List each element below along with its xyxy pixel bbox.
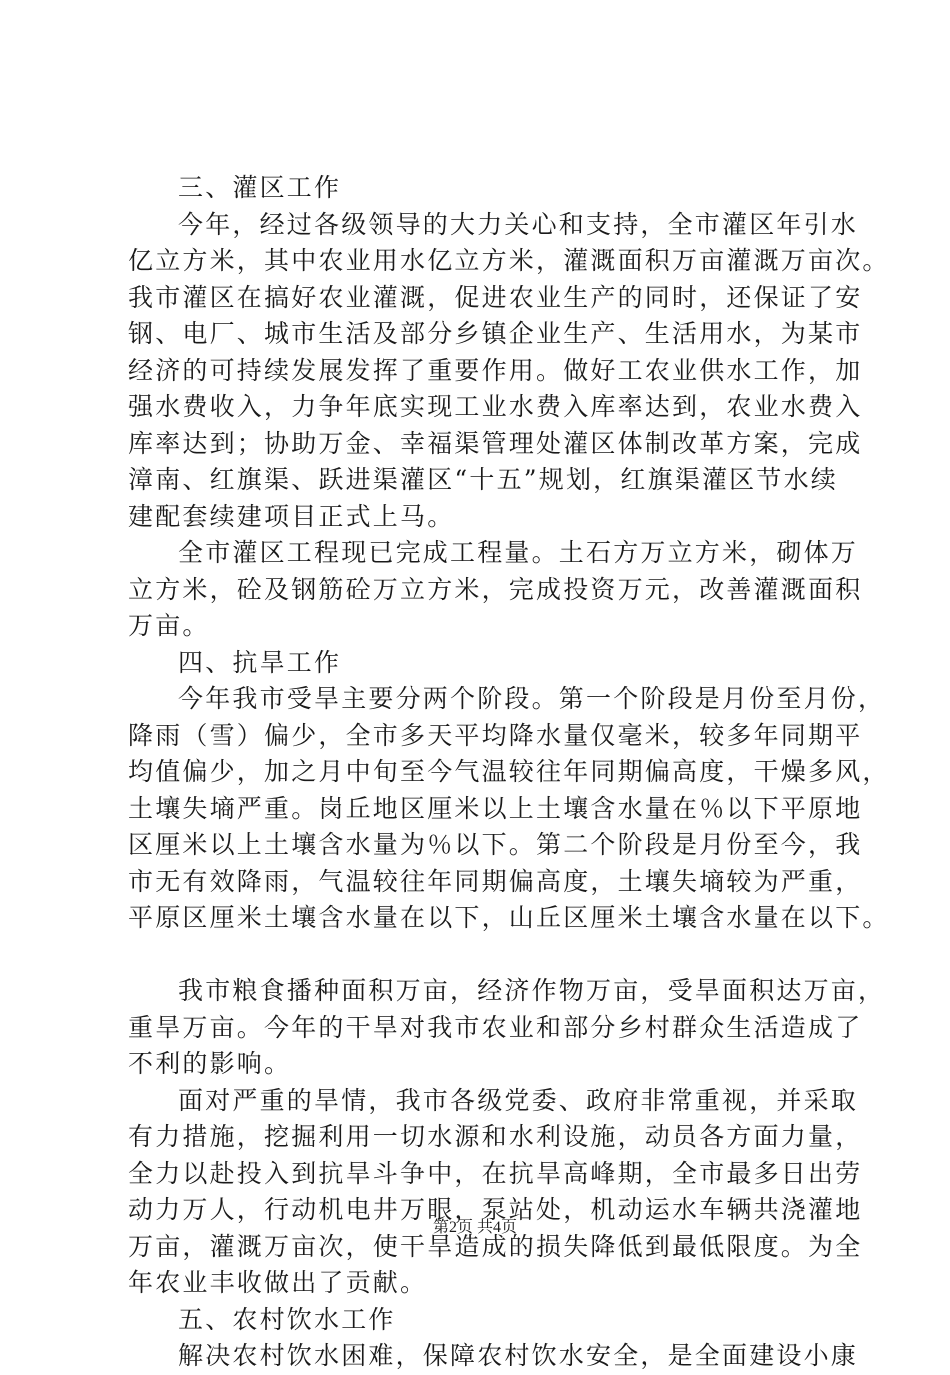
text-line: 亿立方米，其中农业用水亿立方米，灌溉面积万亩灌溉万亩次。 (128, 246, 890, 275)
text-line: 动力万人，行动机电井万眼，泵站处，机动运水车辆共浇灌地 (128, 1195, 863, 1224)
text-line: 均值偏少，加之月中旬至今气温较往年同期偏高度，干燥多风， (128, 757, 890, 786)
text-line: 万亩。 (128, 611, 210, 640)
text-line: 建配套续建项目正式上马。 (128, 501, 455, 531)
text-line: 五、农村饮水工作 (178, 1304, 396, 1334)
text-line: 全力以赴投入到抗旱斗争中，在抗旱高峰期，全市最多日出劳 (128, 1158, 863, 1188)
text-line: 库率达到；协助万金、幸福渠管理处灌区体制改革方案，完成 (128, 428, 863, 458)
text-line: 平原区厘米土壤含水量在以下，山丘区厘米土壤含水量在以下。 (128, 903, 890, 932)
text-line: 区厘米以上土壤含水量为％以下。第二个阶段是月份至今，我 (128, 830, 863, 859)
text-line: 解决农村饮水困难，保障农村饮水安全，是全面建设小康 (178, 1341, 859, 1370)
text-line: 漳南、红旗渠、跃进渠灌区“十五”规划，红旗渠灌区节水续 (128, 465, 838, 494)
text-line: 面对严重的旱情，我市各级党委、政府非常重视，并采取 (178, 1085, 859, 1115)
document-body (128, 170, 890, 1375)
blank-line (128, 937, 840, 974)
text-line: 今年，经过各级领导的大力关心和支持，全市灌区年引水 (178, 209, 859, 239)
text-line: 强水费收入，力争年底实现工业水费入库率达到，农业水费入 (128, 392, 863, 421)
text-line: 万亩，灌溉万亩次，使干旱造成的损失降低到最低限度。为全 (128, 1231, 863, 1261)
page-footer: 第2页 共4页 (432, 1219, 517, 1236)
text-line: 市无有效降雨，气温较往年同期偏高度，土壤失墒较为严重， (128, 866, 863, 896)
text-line: 三、灌区工作 (178, 173, 342, 202)
text-line: 降雨（雪）偏少，全市多天平均降水量仅毫米，较多年同期平 (128, 720, 863, 750)
text-line: 我市灌区在搞好农业灌溉，促进农业生产的同时，还保证了安 (128, 282, 863, 312)
text-line: 全市灌区工程现已完成工程量。土石方万立方米，砌体万 (178, 538, 859, 567)
text-line: 钢、电厂、城市生活及部分乡镇企业生产、生活用水，为某市 (128, 319, 863, 348)
text-line: 四、抗旱工作 (178, 647, 342, 677)
text-line: 土壤失墒严重。岗丘地区厘米以上土壤含水量在％以下平原地 (128, 793, 863, 823)
text-line: 立方米，砼及钢筋砼万立方米，完成投资万元，改善灌溉面积 (128, 574, 863, 604)
text-line: 年农业丰收做出了贡献。 (128, 1268, 428, 1297)
text-line: 重旱万亩。今年的干旱对我市农业和部分乡村群众生活造成了 (128, 1012, 863, 1042)
text-line: 经济的可持续发展发挥了重要作用。做好工农业供水工作，加 (128, 355, 863, 385)
text-line: 今年我市受旱主要分两个阶段。第一个阶段是月份至月份， (178, 684, 886, 713)
text-line: 有力措施，挖掘利用一切水源和水利设施，动员各方面力量， (128, 1122, 863, 1151)
text-line: 不利的影响。 (128, 1049, 292, 1078)
text-line: 我市粮食播种面积万亩，经济作物万亩，受旱面积达万亩， (178, 976, 886, 1005)
